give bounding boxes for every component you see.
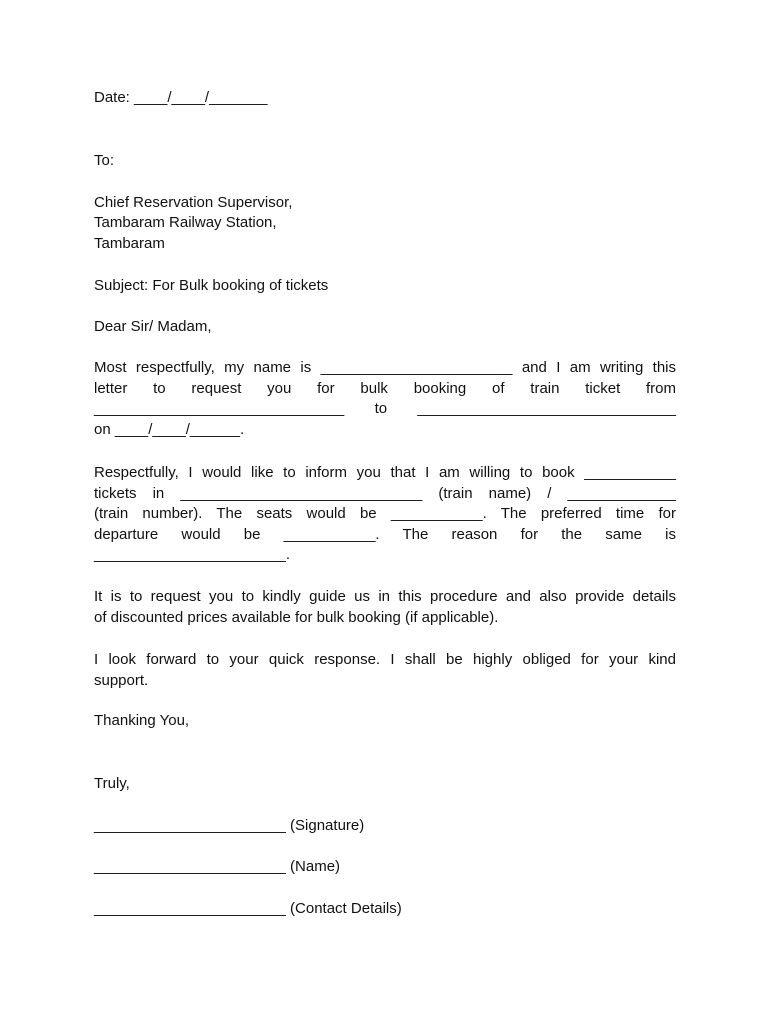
date-line: Date: ____/____/_______: [94, 89, 268, 106]
closing-line: Thanking You,: [94, 712, 190, 729]
paragraph-line: I look forward to your quick response. I shall be highly obliged for your kind: [94, 651, 676, 668]
paragraph-line: support.: [94, 671, 149, 689]
signoff-line: Truly,: [94, 775, 130, 792]
signature-field: _______________________ (Signature): [94, 817, 365, 834]
subject-line: Subject: For Bulk booking of tickets: [94, 277, 329, 294]
recipient-line: Chief Reservation Supervisor,: [94, 194, 293, 211]
paragraph-response: [94, 650, 676, 691]
salutation: Dear Sir/ Madam,: [94, 318, 212, 335]
paragraph-line: of discounted prices available for bulk booking (if applicable).: [94, 608, 499, 626]
paragraph-line: (train number). The seats would be ___________. The preferred time for: [94, 505, 676, 523]
recipient-line: Tambaram Railway Station,: [94, 214, 277, 231]
paragraph-line: ______________________________ to _______________________________: [94, 400, 676, 418]
to-label: To:: [94, 152, 115, 169]
name-field: _______________________ (Name): [94, 858, 341, 875]
recipient-line: Tambaram: [94, 235, 165, 252]
paragraph-details: [94, 463, 676, 566]
paragraph-guidance: [94, 587, 676, 628]
paragraph-line: letter to request you for bulk booking of train ticket from: [94, 379, 676, 397]
paragraph-line: Most respectfully, my name is _______________________ and I am writing this: [94, 359, 676, 376]
paragraph-line: departure would be ___________. The reason for the same is: [94, 525, 676, 543]
paragraph-line: tickets in _____________________________ (train name) / _____________: [94, 484, 676, 502]
paragraph-line: It is to request you to kindly guide us in this procedure and also provide details: [94, 588, 676, 605]
paragraph-line: on ____/____/______.: [94, 420, 245, 438]
contact-details-field: _______________________ (Contact Details): [94, 900, 402, 917]
paragraph-line: Respectfully, I would like to inform you that I am willing to book ___________: [94, 464, 676, 481]
paragraph-request: [94, 358, 676, 440]
paragraph-line: _______________________.: [94, 546, 291, 564]
